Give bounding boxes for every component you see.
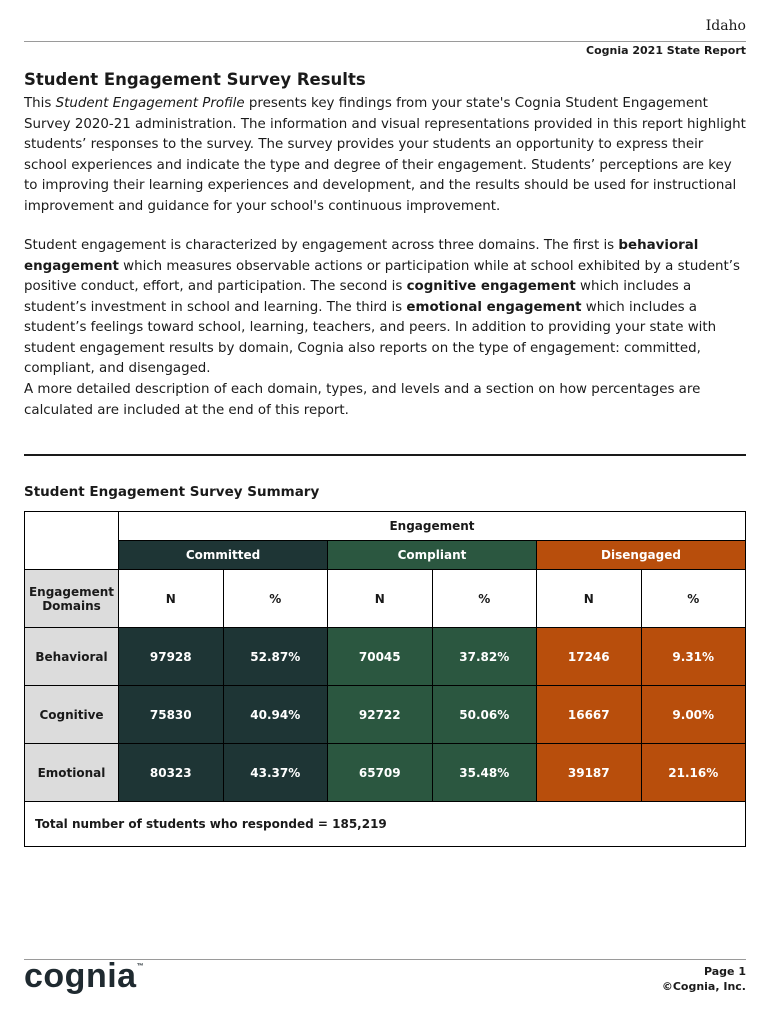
committed-n-cell: 75830	[119, 686, 224, 744]
engagement-summary-table	[24, 511, 746, 847]
table-title: Student Engagement Survey Summary	[24, 484, 320, 500]
report-title: Cognia 2021 State Report	[586, 44, 746, 57]
committed-pct-header: %	[223, 570, 328, 628]
disengaged-header: Disengaged	[537, 541, 746, 570]
corner-cell	[25, 512, 119, 570]
copyright: ©Cognia, Inc.	[661, 980, 746, 993]
disengaged-pct-cell: 9.00%	[641, 686, 746, 744]
disengaged-n-header: N	[537, 570, 642, 628]
intro-paragraph-3: A more detailed description of each domain, types, and levels and a section on how percentages are calculated are included at the end of this report.	[24, 382, 701, 418]
table-row-behavioral	[25, 628, 746, 686]
page-number: Page 1	[703, 965, 746, 978]
committed-n-cell: 80323	[119, 744, 224, 802]
row-label: Behavioral	[25, 628, 119, 686]
committed-header: Committed	[119, 541, 328, 570]
disengaged-n-cell: 16667	[537, 686, 642, 744]
compliant-n-cell: 92722	[328, 686, 433, 744]
cognia-logo: cognia™	[24, 957, 145, 995]
committed-pct-cell: 52.87%	[223, 628, 328, 686]
compliant-header: Compliant	[328, 541, 537, 570]
profile-italic: Student Engagement Profile	[55, 96, 245, 111]
disengaged-n-cell: 17246	[537, 628, 642, 686]
compliant-pct-header: %	[432, 570, 537, 628]
compliant-n-cell: 70045	[328, 628, 433, 686]
compliant-n-cell: 65709	[328, 744, 433, 802]
disengaged-pct-cell: 9.31%	[641, 628, 746, 686]
footer-info	[662, 964, 746, 994]
engagement-header: Engagement	[119, 512, 746, 541]
compliant-n-header: N	[328, 570, 433, 628]
disengaged-n-cell: 39187	[537, 744, 642, 802]
committed-pct-cell: 40.94%	[223, 686, 328, 744]
intro-paragraph-2: Student engagement is characterized by engagement across three domains. The first is behavioral engagement which measures observable actions or participation while at school exhibited by a student’s positive conduct, effort, and participation. The second is cognitive engagement which includes a student’s investment in school and learning. The third is emotional engagement which includes a student’s feelings toward school, learning, teachers, and peers. In addition to providing your state with student engagement results by domain, Cognia also reports on the type of engagement: committed, compliant, and disengaged.	[24, 238, 741, 376]
intro-paragraph-1: This Student Engagement Profile presents key findings from your state's Cognia Student Engagement Survey 2020-21 administration. The information and visual representations provided in this report highlight students’ responses to the survey. The survey provides your students an opportunity to express their school experiences and indicate the type and degree of their engagement. Students’ perceptions are key to improving their learning experiences and development, and the results should be used for instructional improvement and guidance for your school's continuous improvement.	[24, 96, 746, 214]
committed-n-header: N	[119, 570, 224, 628]
committed-pct-cell: 43.37%	[223, 744, 328, 802]
header-rule	[24, 41, 746, 42]
table-row-cognitive	[25, 686, 746, 744]
emotional-term: emotional engagement	[406, 299, 582, 315]
state-name: Idaho	[705, 18, 746, 34]
page-title: Student Engagement Survey Results	[24, 70, 366, 89]
compliant-pct-cell: 37.82%	[432, 628, 537, 686]
disengaged-pct-header: %	[641, 570, 746, 628]
compliant-pct-cell: 50.06%	[432, 686, 537, 744]
row-label: Emotional	[25, 744, 119, 802]
behavioral-term: behavioral engagement	[24, 238, 699, 274]
cognitive-term: cognitive engagement	[406, 279, 576, 294]
table-row-emotional	[25, 744, 746, 802]
disengaged-pct-cell: 21.16%	[641, 744, 746, 802]
row-label: Cognitive	[25, 686, 119, 744]
domains-header: Engagement Domains	[25, 570, 119, 628]
total-respondents: Total number of students who responded = 185,219	[25, 802, 746, 847]
section-divider	[24, 454, 746, 456]
compliant-pct-cell: 35.48%	[432, 744, 537, 802]
committed-n-cell: 97928	[119, 628, 224, 686]
